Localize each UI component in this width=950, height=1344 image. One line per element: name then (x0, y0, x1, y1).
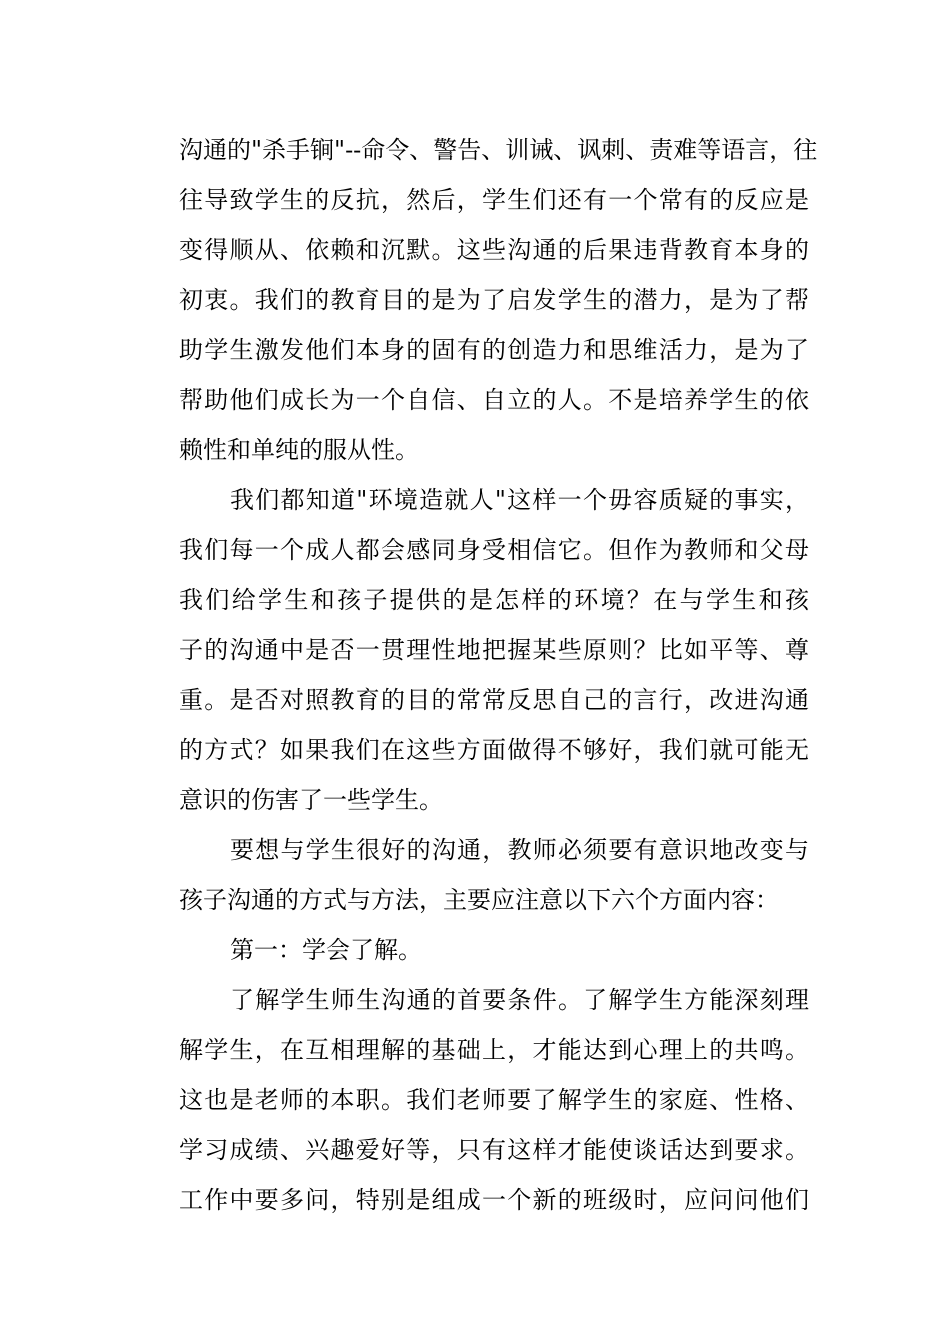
text-line: 往导致学生的反抗，然后，学生们还有一个常有的反应是 (179, 186, 809, 214)
text-line: 学习成绩、兴趣爱好等，只有这样才能使谈话达到要求。 (179, 1136, 809, 1164)
paragraph-first-line: 我们都知道"环境造就人"这样一个毋容质疑的事实， (230, 486, 809, 514)
text-line: 我们给学生和孩子提供的是怎样的环境？在与学生和孩 (179, 586, 809, 614)
text-line: 沟通的"杀手锏"--命令、警告、训诫、讽刺、责难等语言，往 (179, 136, 818, 164)
text-line: 变得顺从、依赖和沉默。这些沟通的后果违背教育本身的 (179, 236, 809, 264)
text-line: 子的沟通中是否一贯理性地把握某些原则？比如平等、尊 (179, 636, 809, 664)
text-line: 我们每一个成人都会感同身受相信它。但作为教师和父母 (179, 536, 809, 564)
text-line: 这也是老师的本职。我们老师要了解学生的家庭、性格、 (179, 1086, 809, 1114)
text-line: 意识的伤害了一些学生。 (179, 786, 443, 814)
text-line: 帮助他们成长为一个自信、自立的人。不是培养学生的依 (179, 386, 809, 414)
paragraph-first-line: 要想与学生很好的沟通，教师必须要有意识地改变与 (230, 836, 809, 864)
text-line: 孩子沟通的方式与方法，主要应注意以下六个方面内容： (179, 886, 779, 914)
text-line: 的方式？如果我们在这些方面做得不够好，我们就可能无 (179, 736, 809, 764)
paragraph-first-line: 了解学生师生沟通的首要条件。了解学生方能深刻理 (230, 986, 809, 1014)
text-line: 助学生激发他们本身的固有的创造力和思维活力，是为了 (179, 336, 809, 364)
text-line: 赖性和单纯的服从性。 (179, 436, 419, 464)
text-line: 解学生，在互相理解的基础上，才能达到心理上的共鸣。 (179, 1036, 809, 1064)
section-heading: 第一：学会了解。 (230, 936, 422, 964)
text-line: 工作中要多问，特别是组成一个新的班级时，应问问他们 (179, 1186, 809, 1214)
text-line: 初衷。我们的教育目的是为了启发学生的潜力，是为了帮 (179, 286, 809, 314)
text-line: 重。是否对照教育的目的常常反思自己的言行，改进沟通 (179, 686, 809, 714)
